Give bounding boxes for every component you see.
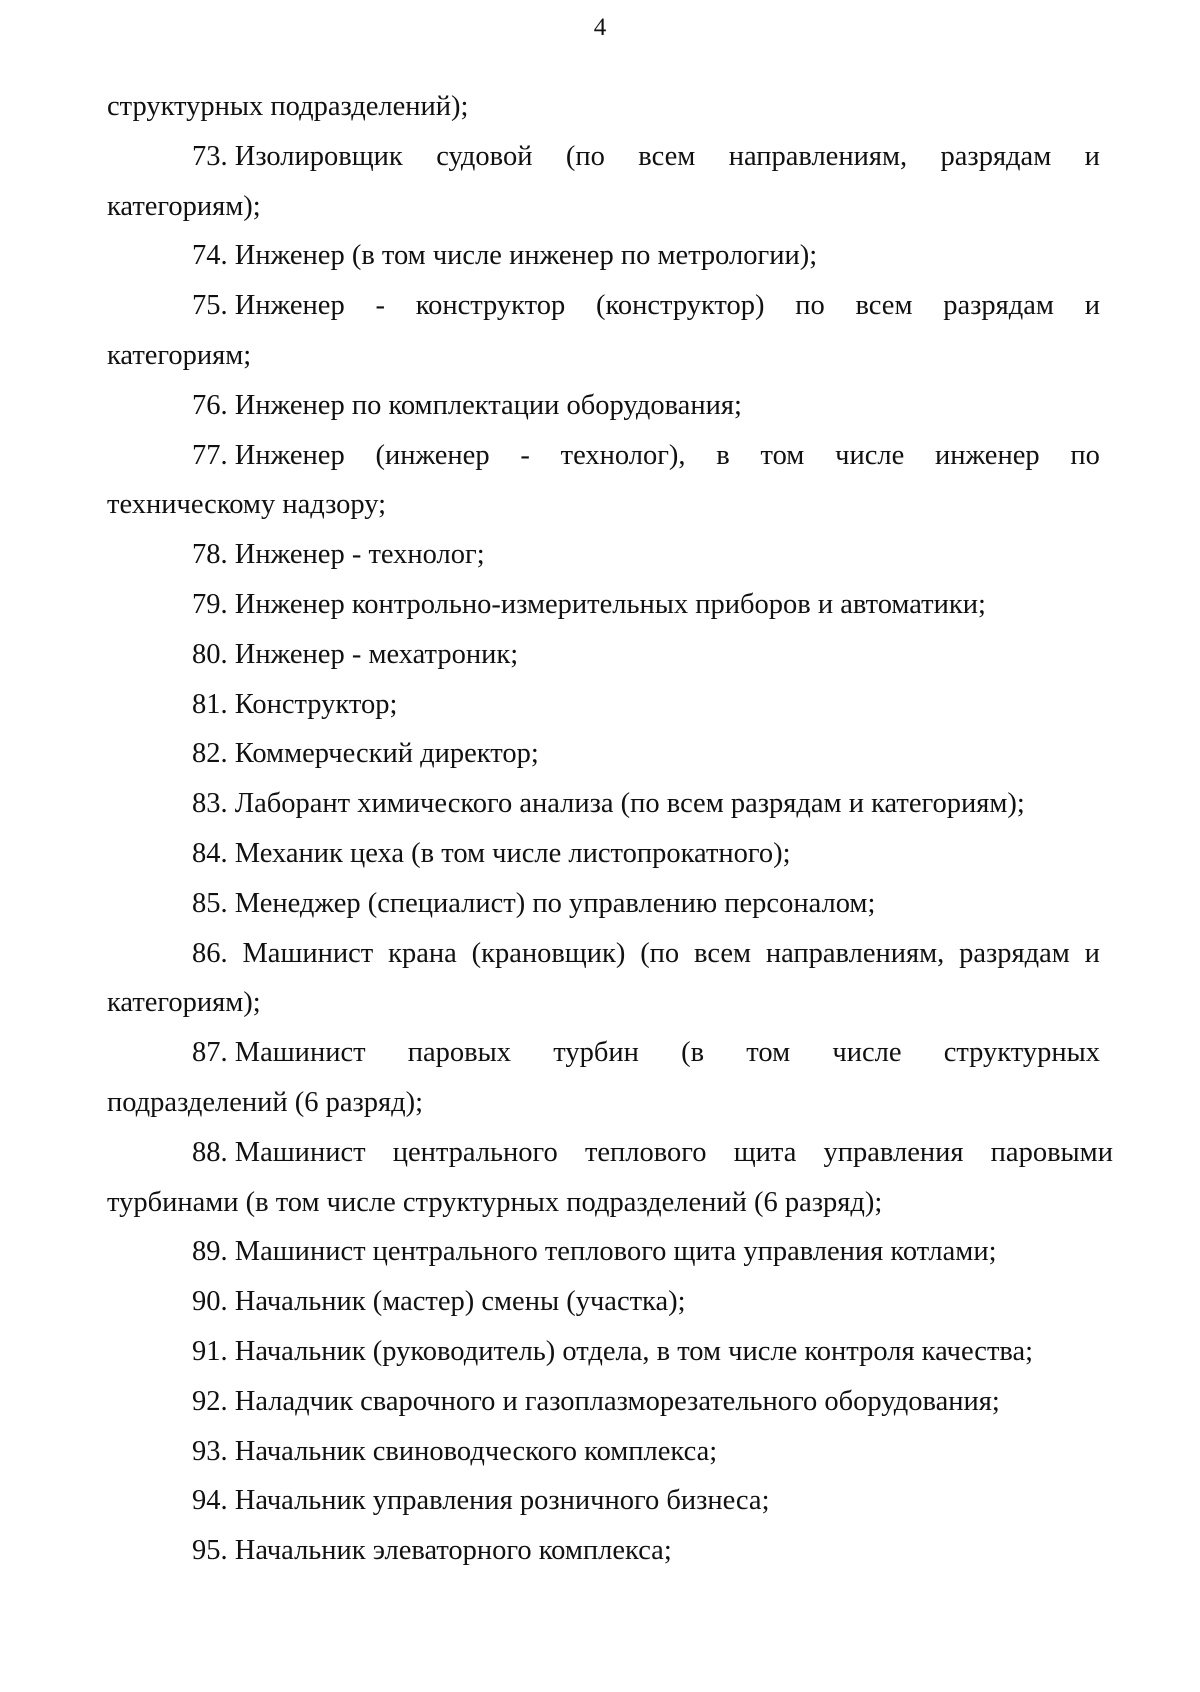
word: -: [520, 439, 530, 471]
list-item-84: 84. Механик цеха (в том числе листопрокатного);: [192, 837, 791, 869]
word: (крановщик): [471, 937, 626, 969]
list-item-80: 80. Инженер - мехатроник;: [192, 638, 519, 670]
document-body: [107, 82, 1113, 1576]
list-item-95: 95. Начальник элеваторного комплекса;: [192, 1535, 672, 1567]
list-item-73: [107, 132, 1100, 232]
word: всем: [638, 140, 696, 172]
word: и: [1084, 140, 1100, 172]
word: числе: [832, 1037, 902, 1069]
list-item-92: 92. Наладчик сварочного и газоплазморезательного оборудования;: [192, 1385, 1000, 1417]
word: 86.: [192, 937, 228, 969]
justified-line: [107, 431, 1100, 481]
list-item-88: [107, 1128, 1113, 1228]
word: том: [746, 1037, 791, 1069]
word: всем: [855, 290, 913, 322]
word: направлениям,: [728, 140, 908, 172]
word: инженер: [934, 439, 1040, 471]
word: числе: [835, 439, 905, 471]
justified-line: [107, 929, 1100, 979]
list-item-90: 90. Начальник (мастер) смены (участка);: [192, 1286, 686, 1318]
wrapped-line: категориям);: [107, 987, 261, 1019]
word: крана: [388, 937, 457, 969]
list-item-82: 82. Коммерческий директор;: [192, 738, 539, 770]
word: щита: [733, 1136, 797, 1168]
word: 73. Изолировщик: [192, 140, 403, 172]
word: и: [1084, 290, 1100, 322]
word: 77. Инженер: [192, 439, 345, 471]
list-item-94: 94. Начальник управления розничного бизнеса;: [192, 1485, 770, 1517]
word: по: [795, 290, 825, 322]
wrapped-line: подразделений (6 разряд);: [107, 1086, 424, 1118]
word: 87. Машинист: [192, 1037, 366, 1069]
wrapped-line: категориям;: [107, 339, 252, 371]
word: разрядам: [943, 290, 1054, 322]
list-item-83: 83. Лаборант химического анализа (по всем разрядам и категориям);: [192, 788, 1025, 820]
word: направлениям,: [765, 937, 945, 969]
word: турбин: [553, 1037, 639, 1069]
word: центрального: [392, 1136, 558, 1168]
word: (по: [565, 140, 605, 172]
wrapped-line: турбинами (в том числе структурных подразделений (6 разряд);: [107, 1186, 883, 1218]
word: паровых: [407, 1037, 512, 1069]
word: разрядам: [940, 140, 1052, 172]
word: Машинист: [242, 937, 374, 969]
word: 75. Инженер: [192, 290, 345, 322]
list-item-85: 85. Менеджер (специалист) по управлению персоналом;: [192, 887, 876, 919]
list-item-93: 93. Начальник свиноводческого комплекса;: [192, 1435, 718, 1467]
word: технолог),: [560, 439, 686, 471]
list-item-78: 78. Инженер - технолог;: [192, 539, 485, 571]
word: -: [375, 290, 385, 322]
justified-line: [107, 281, 1100, 331]
wrapped-line: техническому надзору;: [107, 489, 387, 521]
continuation-line: структурных подразделений);: [107, 91, 469, 122]
word: всем: [694, 937, 752, 969]
word: том: [760, 439, 805, 471]
list-item-74: 74. Инженер (в том числе инженер по метрологии);: [192, 240, 818, 272]
page-number: 4: [593, 14, 607, 41]
word: (в: [681, 1037, 705, 1069]
list-item-86: [107, 929, 1100, 1029]
justified-line: [107, 1128, 1113, 1178]
justified-line: [107, 132, 1100, 182]
word: судовой: [436, 140, 533, 172]
list-item-79: 79. Инженер контрольно-измерительных приборов и автоматики;: [192, 588, 986, 620]
word: (инженер: [375, 439, 490, 471]
justified-line: [107, 1028, 1100, 1078]
word: паровыми: [990, 1136, 1113, 1168]
word: управления: [823, 1136, 964, 1168]
list-item-81: 81. Конструктор;: [192, 688, 398, 720]
word: структурных: [943, 1037, 1100, 1069]
list-item-75: [107, 281, 1100, 381]
word: конструктор: [415, 290, 566, 322]
list-item-89: 89. Машинист центрального теплового щита управления котлами;: [192, 1236, 997, 1268]
list-item-76: 76. Инженер по комплектации оборудования;: [192, 389, 742, 421]
word: 88. Машинист: [192, 1136, 366, 1168]
word: (конструктор): [595, 290, 765, 322]
word: по: [1070, 439, 1100, 471]
list-item-77: [107, 431, 1100, 531]
word: теплового: [584, 1136, 707, 1168]
word: (по: [640, 937, 680, 969]
list-item-87: [107, 1028, 1100, 1128]
word: разрядам: [959, 937, 1070, 969]
word: и: [1084, 937, 1100, 969]
word: в: [716, 439, 730, 471]
list-item-91: 91. Начальник (руководитель) отдела, в том числе контроля качества;: [192, 1335, 1034, 1367]
wrapped-line: категориям);: [107, 190, 261, 222]
